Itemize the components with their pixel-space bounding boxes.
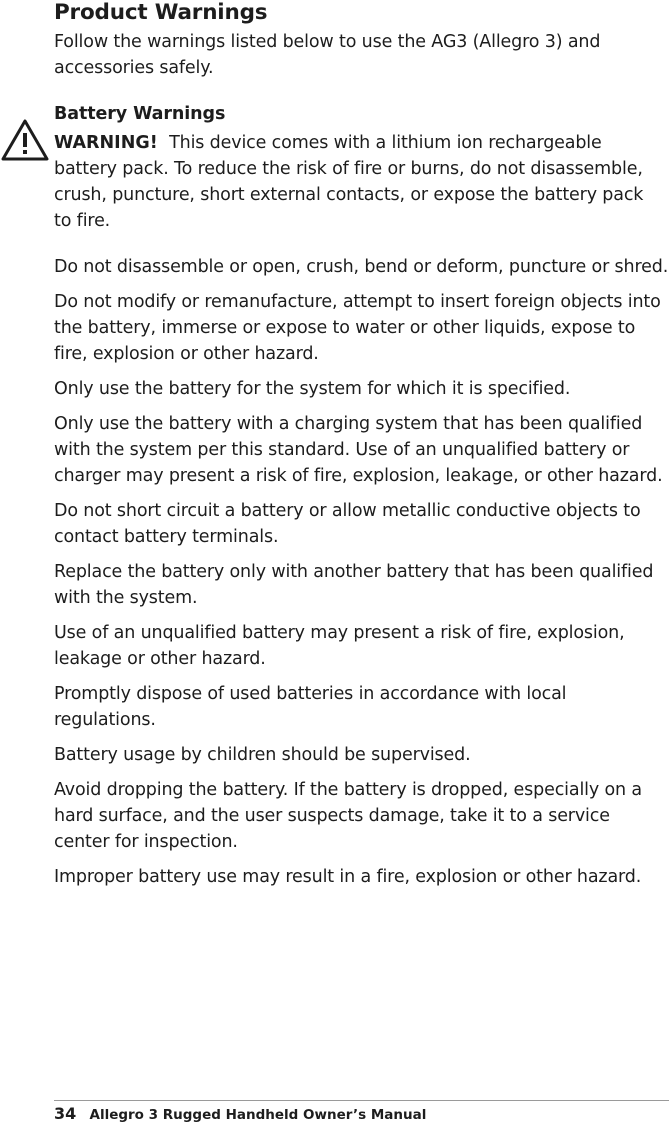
list-item: Do not short circuit a battery or allow metallic conductive objects to contact battery terminals. <box>54 501 641 547</box>
page-title: Product Warnings <box>54 0 268 25</box>
warning-triangle-icon <box>0 118 50 162</box>
list-item: Promptly dispose of used batteries in accordance with local regulations. <box>54 684 567 730</box>
list-item: Only use the battery with a charging system that has been qualified with the system per this standard. Use of an unqualified battery or charger may present a risk of fire, explosion, leakage, or other hazard. <box>54 414 663 486</box>
warning-text: This device comes with a lithium ion rechargeable battery pack. To reduce the risk of fire or burns, do not disassemble, crush, puncture, short external contacts, or expose the battery pack to fire. <box>54 133 644 231</box>
list-item: Only use the battery for the system for which it is specified. <box>54 379 571 399</box>
list-item: Improper battery use may result in a fire, explosion or other hazard. <box>54 867 642 887</box>
list-item: Replace the battery only with another battery that has been qualified with the system. <box>54 562 654 608</box>
list-item: Do not disassemble or open, crush, bend or deform, puncture or shred. <box>54 257 669 277</box>
warning-list <box>54 254 669 899</box>
footer-divider <box>54 1100 669 1101</box>
list-item: Use of an unqualified battery may present a risk of fire, explosion, leakage or other hazard. <box>54 623 625 669</box>
warning-paragraph <box>54 130 664 234</box>
manual-title: Allegro 3 Rugged Handheld Owner’s Manual <box>89 1107 427 1123</box>
section-heading: Battery Warnings <box>54 104 226 124</box>
page-number: 34 <box>54 1104 77 1123</box>
page-footer <box>54 1104 426 1125</box>
list-item: Do not modify or remanufacture, attempt to insert foreign objects into the battery, immerse or expose to water or other liquids, expose to fire, explosion or other hazard. <box>54 292 661 364</box>
list-item: Battery usage by children should be supervised. <box>54 745 471 765</box>
intro-text: Follow the warnings listed below to use the AG3 (Allegro 3) and accessories safely. <box>54 32 601 78</box>
warning-label: WARNING! <box>54 133 158 153</box>
list-item: Avoid dropping the battery. If the battery is dropped, especially on a hard surface, and the user suspects damage, take it to a service center for inspection. <box>54 780 642 852</box>
